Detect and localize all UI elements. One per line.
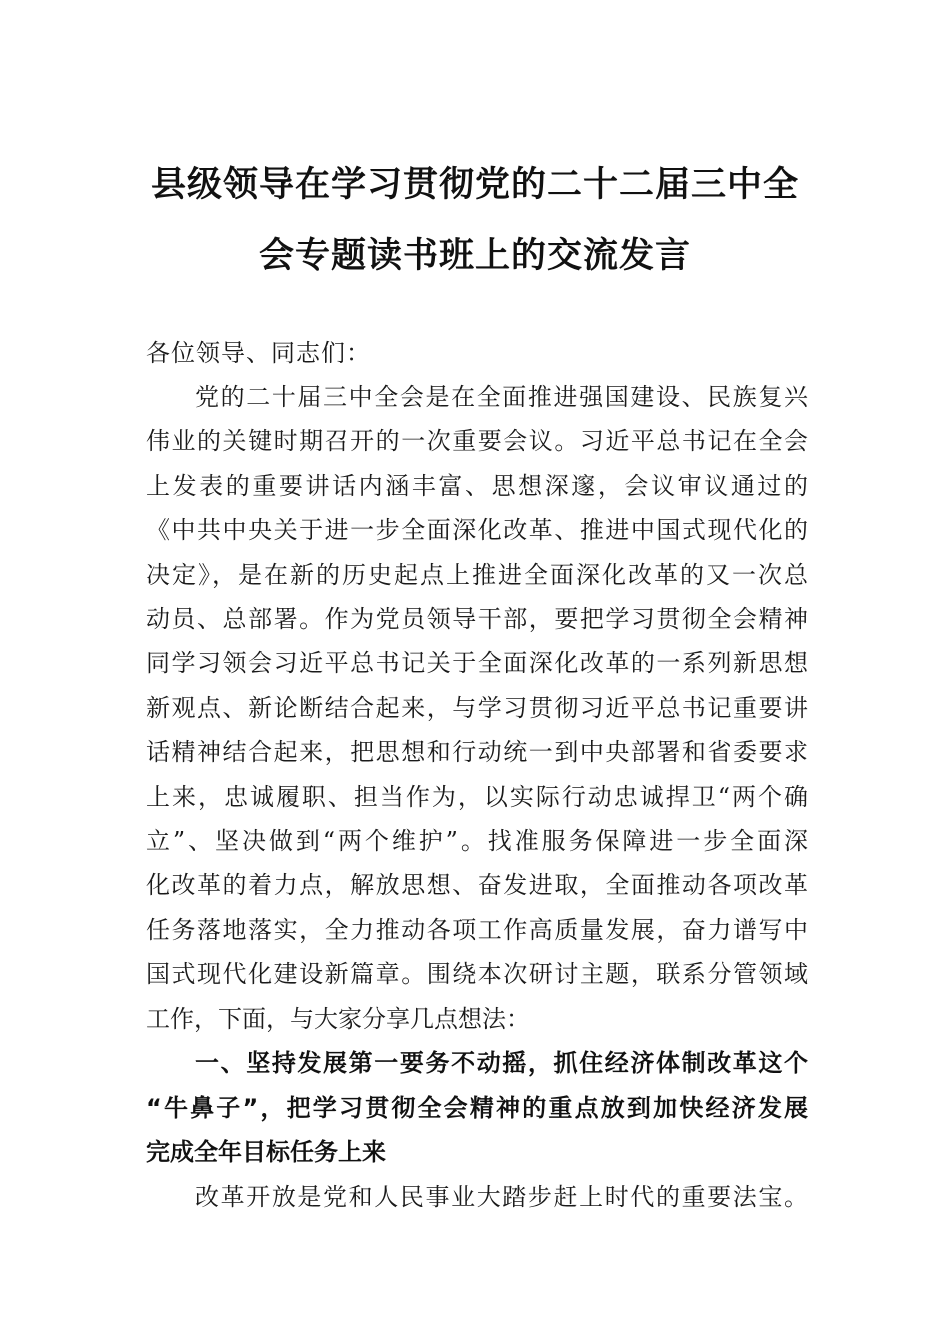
section-heading-line: “牛鼻子”，把学习贯彻全会精神的重点放到加快经济发展 — [146, 1094, 808, 1122]
paragraph-line: 决定》，是在新的历史起点上推进全面深化改革的又一次总 — [146, 561, 808, 589]
document-title-line-2: 会专题读书班上的交流发言 — [258, 235, 691, 276]
paragraph-line: 上发表的重要讲话内涵丰富、思想深邃，会议审议通过的 — [146, 472, 808, 500]
paragraph-line: 《中共中央关于进一步全面深化改革、推进中国式现代化的 — [146, 516, 808, 544]
paragraph-line: 话精神结合起来，把思想和行动统一到中央部署和省委要求 — [146, 738, 808, 766]
paragraph-line: 工作，下面，与大家分享几点想法： — [146, 1005, 530, 1033]
paragraph-line: 任务落地落实，全力推动各项工作高质量发展，奋力谱写中 — [146, 916, 808, 944]
document-title-line-1: 县级领导在学习贯彻党的二十二届三中全 — [150, 164, 799, 205]
paragraph-line: 新观点、新论断结合起来，与学习贯彻习近平总书记重要讲 — [146, 694, 808, 722]
paragraph-line: 党的二十届三中全会是在全面推进强国建设、民族复兴 — [195, 383, 808, 411]
paragraph-line: 立”、坚决做到“两个维护”。找准服务保障进一步全面深 — [146, 827, 808, 855]
paragraph-line: 上来，忠诚履职、担当作为，以实际行动忠诚捍卫“两个确 — [146, 783, 808, 811]
paragraph-line: 国式现代化建设新篇章。围绕本次研讨主题，联系分管领域 — [146, 960, 808, 988]
paragraph-line: 伟业的关键时期召开的一次重要会议。习近平总书记在全会 — [146, 427, 808, 455]
paragraph-line: 同学习领会习近平总书记关于全面深化改革的一系列新思想 — [146, 649, 808, 677]
section-heading-line: 完成全年目标任务上来 — [146, 1138, 386, 1166]
section-heading-line: 一、坚持发展第一要务不动摇，抓住经济体制改革这个 — [195, 1049, 808, 1077]
paragraph-line: 动员、总部署。作为党员领导干部，要把学习贯彻全会精神 — [146, 605, 808, 633]
salutation: 各位领导、同志们： — [146, 339, 371, 367]
paragraph-line: 化改革的着力点，解放思想、奋发进取，全面推动各项改革 — [146, 871, 808, 899]
paragraph-line: 改革开放是党和人民事业大踏步赶上时代的重要法宝。 — [195, 1183, 808, 1211]
